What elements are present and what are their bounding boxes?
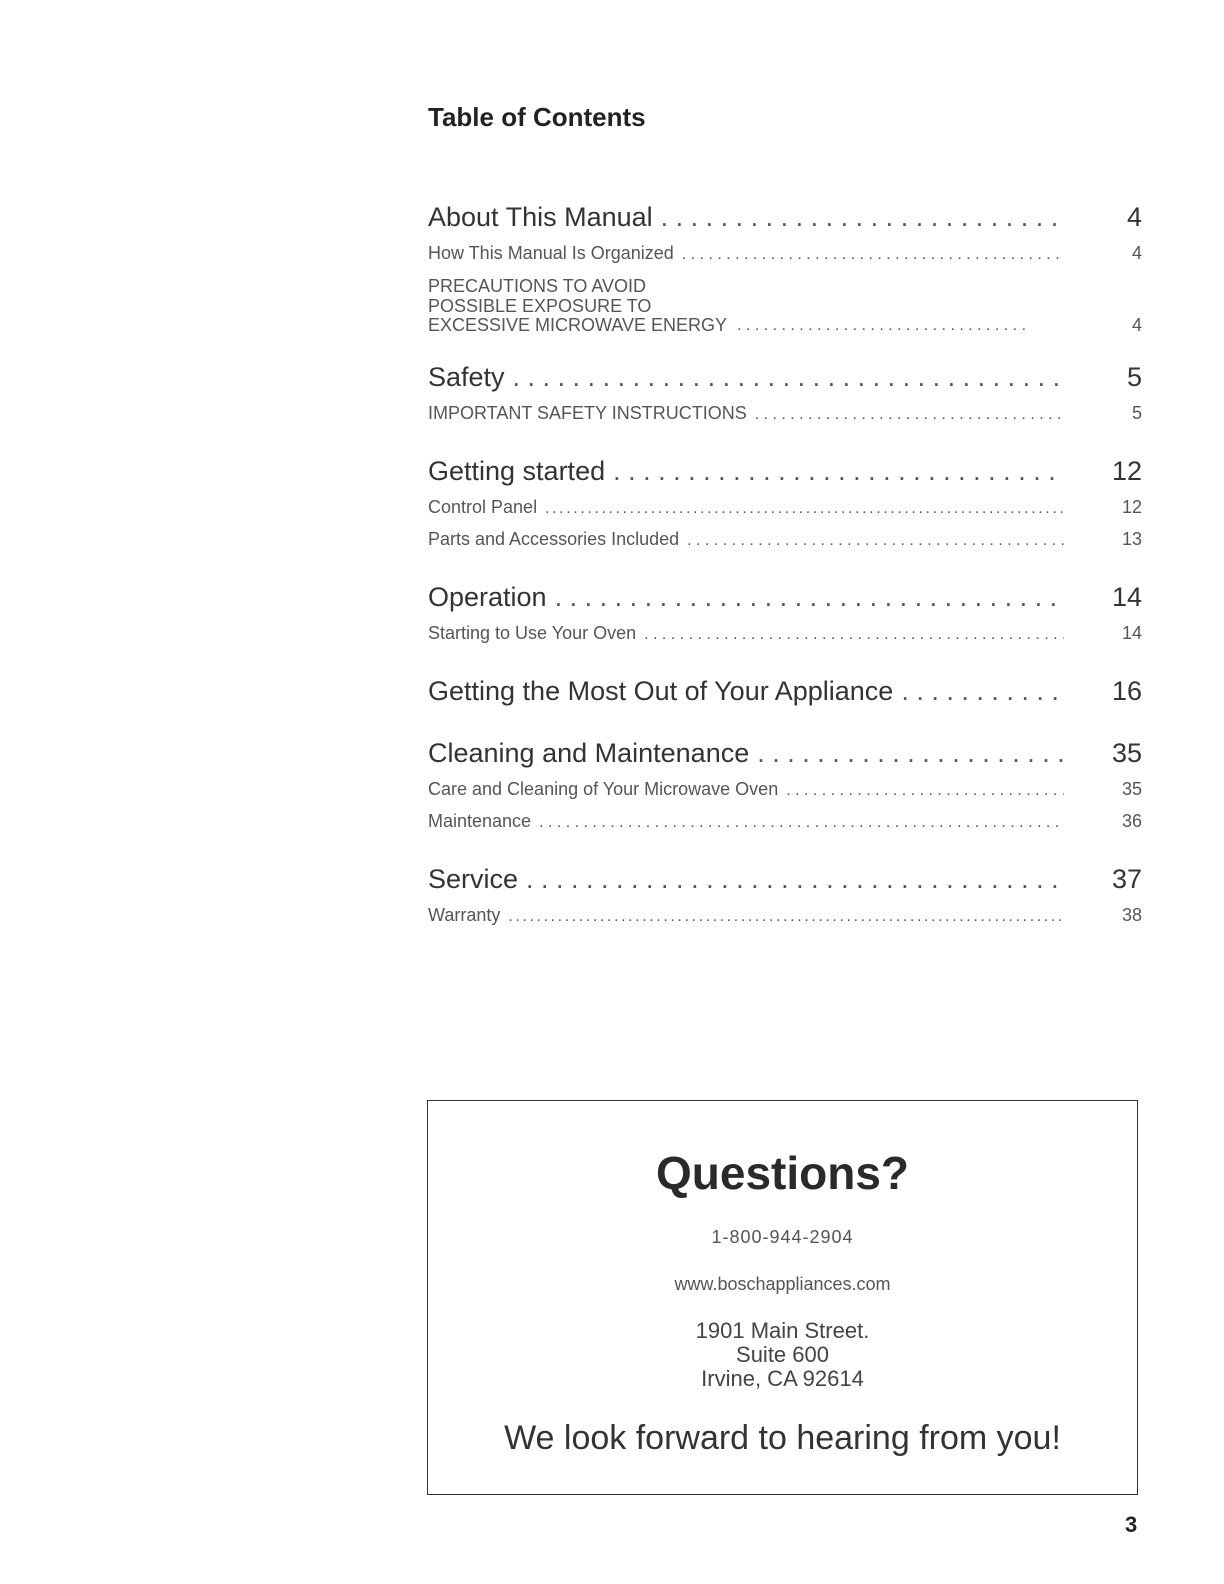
toc-subentry-page: 35 [1121,778,1142,799]
toc-subentry-page: 36 [1121,810,1142,831]
dot-leader [545,494,1064,524]
toc-subentry-label-line: EXCESSIVE MICROWAVE ENERGY [428,315,728,335]
table-of-contents [428,196,1142,952]
dot-leader [555,576,1064,618]
toc-section-about-this-manual [428,196,1142,336]
toc-subentry-label [428,277,727,336]
toc-subentry-how-this-manual-is-organized[interactable] [428,238,1142,270]
toc-subentry-warranty[interactable] [428,900,1142,932]
phone-number[interactable]: 1-800-944-2904 [711,1227,854,1247]
toc-entry-page: 5 [1126,361,1142,392]
toc-subentry-precautions[interactable] [428,277,1142,336]
address-line: Suite 600 [736,1342,829,1367]
dot-leader [786,776,1064,806]
toc-subentry-care-and-cleaning[interactable] [428,774,1142,806]
toc-entry-cleaning-and-maintenance[interactable] [428,732,1142,774]
toc-subentry-maintenance[interactable] [428,806,1142,838]
toc-entry-getting-the-most[interactable] [428,670,1142,712]
toc-entry-label: Service [428,863,519,894]
toc-entry-service[interactable] [428,858,1142,900]
toc-subentry-important-safety-instructions[interactable] [428,398,1142,430]
toc-section-getting-started [428,450,1142,556]
dot-leader [757,732,1064,774]
toc-subentry-page: 14 [1121,622,1142,643]
toc-subentry-page: 38 [1121,904,1142,925]
address-line: Irvine, CA 92614 [701,1366,864,1391]
toc-entry-page: 37 [1111,863,1142,894]
toc-entry-label: Safety [428,361,505,392]
page-number: 3 [1125,1512,1138,1537]
toc-subentry-label: Parts and Accessories Included [428,528,680,549]
toc-subentry-page: 4 [1131,243,1142,263]
toc-subentry-label: Starting to Use Your Oven [428,622,637,643]
toc-entry-label: About This Manual [428,202,653,232]
toc-section-service [428,858,1142,932]
toc-subentry-label-line: PRECAUTIONS TO AVOID [428,276,647,296]
toc-subentry-parts-and-accessories[interactable] [428,524,1142,556]
dot-leader [526,858,1064,900]
dot-leader [513,356,1064,398]
toc-subentry-label: IMPORTANT SAFETY INSTRUCTIONS [428,402,747,423]
toc-section-safety [428,356,1142,430]
toc-entry-page: 12 [1111,455,1142,486]
toc-subentry-label: Control Panel [428,496,538,517]
toc-subentry-control-panel[interactable] [428,492,1142,524]
toc-subentry-label: How This Manual Is Organized [428,243,674,263]
dot-leader [644,620,1064,650]
toc-section-getting-the-most [428,670,1142,712]
toc-title: Table of Contents [428,102,646,132]
toc-subentry-page: 4 [1131,315,1142,335]
toc-entry-page: 4 [1126,202,1142,232]
toc-section-cleaning-and-maintenance [428,732,1142,838]
dot-leader [687,526,1064,556]
closing-message: We look forward to hearing from you! [504,1419,1061,1457]
dot-leader [755,400,1064,430]
toc-subentry-label-line: POSSIBLE EXPOSURE TO [428,295,652,316]
dot-leader [661,196,1064,238]
mailing-address [428,1319,1137,1391]
toc-subentry-label: Care and Cleaning of Your Microwave Oven [428,778,779,799]
questions-box [427,1100,1138,1495]
toc-subentry-label: Maintenance [428,810,532,831]
toc-entry-page: 35 [1111,737,1142,768]
toc-subentry-starting-to-use-your-oven[interactable] [428,618,1142,650]
dot-leader [682,240,1064,270]
dot-leader [539,808,1064,838]
toc-entry-getting-started[interactable] [428,450,1142,492]
toc-entry-label: Getting started [428,455,606,486]
dot-leader [737,316,1030,336]
toc-entry-about-this-manual[interactable] [428,196,1142,238]
toc-section-operation [428,576,1142,650]
toc-entry-label: Operation [428,581,547,612]
toc-subentry-page: 5 [1131,402,1142,423]
toc-entry-page: 16 [1111,675,1142,706]
toc-entry-safety[interactable] [428,356,1142,398]
dot-leader [901,670,1064,712]
toc-entry-page: 14 [1111,581,1142,612]
toc-entry-label: Getting the Most Out of Your Appliance [428,675,894,706]
questions-title: Questions? [655,1147,910,1199]
dot-leader [508,902,1064,932]
toc-subentry-label: Warranty [428,904,501,925]
toc-subentry-page: 12 [1121,496,1142,517]
toc-entry-operation[interactable] [428,576,1142,618]
website-link[interactable]: www.boschappliances.com [674,1274,891,1294]
toc-subentry-page: 13 [1121,528,1142,549]
dot-leader [613,450,1064,492]
toc-entry-label: Cleaning and Maintenance [428,737,750,768]
address-line: 1901 Main Street. [695,1318,870,1343]
